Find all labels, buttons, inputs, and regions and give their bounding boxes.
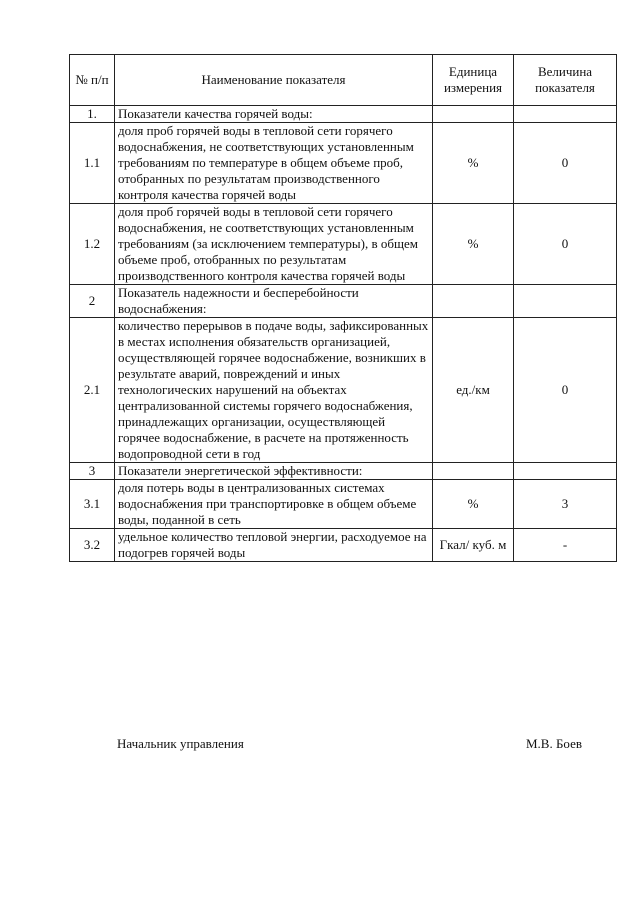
row-indicator-name: Показатели качества горячей воды: <box>115 106 433 123</box>
table-row <box>70 285 617 318</box>
row-unit: % <box>433 204 514 285</box>
row-number: 3 <box>70 463 115 480</box>
table-row <box>70 318 617 463</box>
row-number: 1.1 <box>70 123 115 204</box>
row-indicator-name: доля проб горячей воды в тепловой сети горячего водоснабжения, не соответствующих установленным требованиям по температуре в общем объеме проб, отобранных по результатам производственного контроля качества горячей воды <box>115 123 433 204</box>
row-unit <box>433 463 514 480</box>
table-row <box>70 463 617 480</box>
table-header-row <box>70 55 617 106</box>
header-value: Величина показателя <box>514 55 617 106</box>
row-value: 0 <box>514 123 617 204</box>
signatory-position: Начальник управления <box>117 736 244 751</box>
row-number: 1. <box>70 106 115 123</box>
row-indicator-name: удельное количество тепловой энергии, расходуемое на подогрев горячей воды <box>115 529 433 562</box>
row-unit: ед./км <box>433 318 514 463</box>
table-row <box>70 123 617 204</box>
row-unit: % <box>433 480 514 529</box>
row-unit: % <box>433 123 514 204</box>
table-row <box>70 480 617 529</box>
row-indicator-name: доля проб горячей воды в тепловой сети горячего водоснабжения, не соответствующих установленным требованиям (за исключением температуры), в общем объеме проб, отобранных по результатам производственного контроля качества горячей воды <box>115 204 433 285</box>
row-indicator-name: Показатели энергетической эффективности: <box>115 463 433 480</box>
row-value <box>514 106 617 123</box>
row-number: 3.2 <box>70 529 115 562</box>
row-indicator-name: количество перерывов в подаче воды, зафиксированных в местах исполнения обязательств организацией, осуществляющей горячее водоснабжение, возникших в результате аварий, повреждений и иных технологических нарушений на объектах централизованной системы горячего водоснабжения, принадлежащих организации, осуществляющей горячее водоснабжение, в расчете на протяженность водопроводной сети в год <box>115 318 433 463</box>
row-unit: Гкал/ куб. м <box>433 529 514 562</box>
signatory-name: М.В. Боев <box>525 736 582 751</box>
row-value: 3 <box>514 480 617 529</box>
header-indicator-name: Наименование показателя <box>115 55 433 106</box>
row-number: 3.1 <box>70 480 115 529</box>
row-value: 0 <box>514 318 617 463</box>
row-number: 2.1 <box>70 318 115 463</box>
row-value: - <box>514 529 617 562</box>
row-indicator-name: Показатель надежности и бесперебойности водоснабжения: <box>115 285 433 318</box>
header-number: № п/п <box>70 55 115 106</box>
row-unit <box>433 106 514 123</box>
row-value <box>514 285 617 318</box>
row-indicator-name: доля потерь воды в централизованных системах водоснабжения при транспортировке в общем объеме воды, поданной в сеть <box>115 480 433 529</box>
row-number: 1.2 <box>70 204 115 285</box>
table-row <box>70 106 617 123</box>
indicators-table <box>69 54 617 562</box>
table-row <box>70 529 617 562</box>
header-unit: Единица измерения <box>433 55 514 106</box>
row-value: 0 <box>514 204 617 285</box>
table-row <box>70 204 617 285</box>
row-number: 2 <box>70 285 115 318</box>
row-value <box>514 463 617 480</box>
row-unit <box>433 285 514 318</box>
